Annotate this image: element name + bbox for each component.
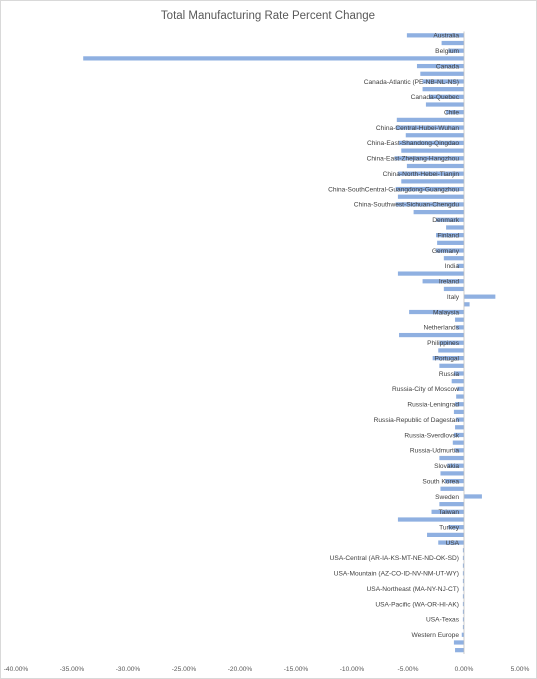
category-label: Philippines bbox=[427, 340, 459, 348]
bar bbox=[454, 410, 464, 414]
category-label: Denmark bbox=[432, 217, 459, 225]
bar bbox=[456, 394, 464, 398]
category-label: Belgium bbox=[435, 48, 459, 56]
category-label: China-Central-Hubei-Wuhan bbox=[375, 124, 459, 132]
category-label: Malaysia bbox=[432, 309, 459, 317]
category-label: Russia-Sverdlovsk bbox=[404, 432, 459, 440]
category-label: Italy bbox=[446, 293, 459, 301]
bar bbox=[83, 56, 464, 60]
category-label: China-Southwest-Sichuan-Chengdu bbox=[353, 201, 459, 209]
x-tick-label: -20.00% bbox=[227, 666, 253, 673]
bar bbox=[455, 318, 464, 322]
category-label: South Korea bbox=[422, 478, 459, 486]
bar bbox=[398, 517, 464, 521]
bar bbox=[427, 533, 464, 537]
category-label: Western Europe bbox=[411, 632, 459, 640]
bar bbox=[444, 287, 464, 291]
bar bbox=[398, 271, 464, 275]
bar bbox=[439, 502, 464, 506]
category-label: USA bbox=[445, 539, 459, 547]
bar bbox=[464, 494, 482, 498]
x-tick-label: -25.00% bbox=[171, 666, 197, 673]
x-axis-tick-labels bbox=[4, 666, 530, 673]
category-label: Sweden bbox=[435, 493, 459, 501]
category-label: Canada-Quebec bbox=[410, 94, 459, 102]
category-label: Taiwan bbox=[438, 509, 459, 517]
bar bbox=[453, 441, 464, 445]
bar bbox=[454, 640, 464, 644]
bar bbox=[442, 41, 464, 45]
bar bbox=[407, 164, 464, 168]
bar bbox=[455, 648, 464, 652]
category-label: Netherlands bbox=[423, 324, 459, 332]
bar bbox=[444, 256, 464, 260]
category-label: China-North-Hebei-Tianjin bbox=[382, 170, 459, 178]
x-tick-label: 5.00% bbox=[510, 666, 530, 673]
category-label: USA-Mountain (AZ-CO-ID-NV-NM-UT-WY) bbox=[333, 570, 459, 578]
bar-chart bbox=[1, 1, 536, 678]
bar bbox=[399, 333, 464, 337]
x-tick-label: -5.00% bbox=[397, 666, 419, 673]
bar bbox=[446, 225, 464, 229]
category-label: Canada bbox=[435, 63, 459, 71]
category-label: USA-Central (AR-IA-KS-MT-NE-ND-OK-SD) bbox=[329, 555, 459, 563]
category-label: Russia-Leningrad bbox=[407, 401, 459, 409]
bar bbox=[401, 179, 464, 183]
x-tick-label: -30.00% bbox=[115, 666, 141, 673]
category-label: Russia-Republic of Dagestan bbox=[373, 416, 459, 424]
bar bbox=[464, 302, 470, 306]
chart-title: Total Manufacturing Rate Percent Change bbox=[160, 10, 376, 22]
category-label: China-East-Shandong-Qingdao bbox=[366, 140, 459, 148]
bar bbox=[423, 87, 464, 91]
category-label: India bbox=[444, 263, 459, 271]
bar bbox=[440, 471, 464, 475]
category-label: Russia bbox=[438, 370, 459, 378]
category-label: Russia-Udmurtia bbox=[409, 447, 459, 455]
category-label: Australia bbox=[433, 32, 459, 40]
category-label: Germany bbox=[431, 247, 459, 255]
x-tick-label: -35.00% bbox=[59, 666, 85, 673]
bar bbox=[414, 210, 464, 214]
x-tick-label: -40.00% bbox=[3, 666, 29, 673]
category-label: USA-Northeast (MA-NY-NJ-CT) bbox=[366, 585, 459, 593]
bar bbox=[438, 348, 464, 352]
bar bbox=[437, 241, 464, 245]
bar bbox=[398, 195, 464, 199]
bar bbox=[426, 102, 464, 106]
category-label: Russia-City of Moscow bbox=[391, 386, 459, 394]
category-label: USA-Pacific (WA-OR-HI-AK) bbox=[375, 601, 459, 609]
category-label: Chile bbox=[443, 109, 459, 117]
category-label: China-East-Zhejiang-Hangzhou bbox=[366, 155, 459, 163]
bar bbox=[406, 133, 464, 137]
category-label: Ireland bbox=[438, 278, 459, 286]
bar bbox=[440, 487, 464, 491]
bar bbox=[420, 72, 464, 76]
bar bbox=[455, 425, 464, 429]
x-tick-label: -15.00% bbox=[283, 666, 309, 673]
category-label: Finland bbox=[437, 232, 459, 240]
category-label: China-SouthCentral-Guangdong-Guangzhou bbox=[328, 186, 459, 194]
bar bbox=[401, 149, 464, 153]
category-label: Turkey bbox=[439, 524, 459, 532]
category-label: Portugal bbox=[434, 355, 459, 363]
bar bbox=[439, 456, 464, 460]
category-label: Slovakia bbox=[434, 463, 459, 471]
bar bbox=[464, 295, 495, 299]
bar bbox=[439, 364, 464, 368]
category-label: Canada-Atlantic (PE-NB-NL-NS) bbox=[363, 78, 459, 86]
x-tick-label: -10.00% bbox=[339, 666, 365, 673]
x-tick-label: 0.00% bbox=[454, 666, 474, 673]
bar bbox=[397, 118, 464, 122]
bar bbox=[452, 379, 464, 383]
category-label: USA-Texas bbox=[426, 616, 459, 624]
